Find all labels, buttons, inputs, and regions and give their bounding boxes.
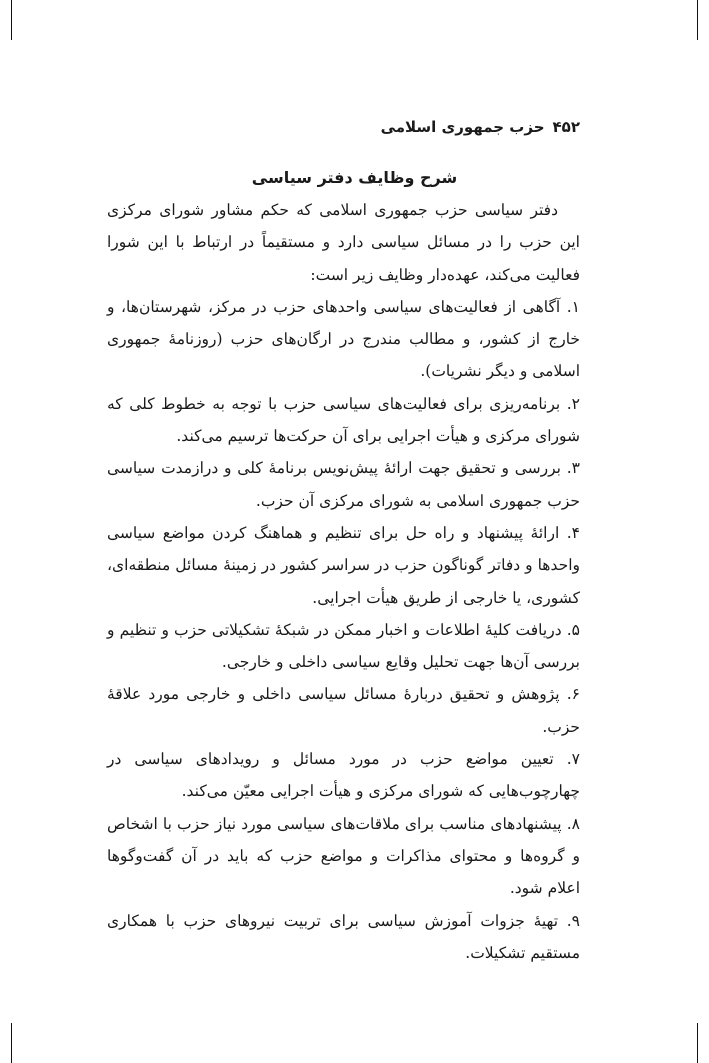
crop-mark-bottom-left-vertical	[11, 1023, 12, 1063]
list-item-3: ۳. بررسی و تحقیق جهت ارائهٔ پیش‌نویس برنامهٔ کلی و درازمدت سیاسی حزب جمهوری اسلامی به شورای مرکزی آن حزب.	[107, 459, 580, 510]
body-text	[107, 194, 580, 969]
list-item-8: ۸. پیشنهادهای مناسب برای ملاقات‌های سیاسی مورد نیاز حزب با اشخاص و گروه‌ها و محتوای مذاکرات و مواضع حزب که باید در آن گفت‌وگوها اعلام شود.	[107, 814, 580, 898]
list-item-4: ۴. ارائهٔ پیشنهاد و راه حل برای تنظیم و هماهنگ کردن مواضع سیاسی واحدها و دفاتر گوناگون حزب در سراسر کشور در زمینهٔ مسائل منطقه‌ای، کشوری، یا خارجی از طریق هیأت اجرایی.	[107, 523, 580, 607]
list-item-9: ۹. تهیهٔ جزوات آموزش سیاسی برای تربیت نیروهای حزب با همکاری مستقیم تشکیلات.	[107, 911, 580, 962]
list-item-1: ۱. آگاهی از فعالیت‌های سیاسی واحدهای حزب در مرکز، شهرستان‌ها، و خارج از کشور، و مطالب مندرج در ارگان‌های حزب (روزنامهٔ جمهوری اسلامی و دیگر نشریات).	[107, 297, 580, 381]
crop-mark-top-right-vertical	[697, 0, 698, 40]
intro-paragraph: دفتر سیاسی حزب جمهوری اسلامی که حکم مشاور شورای مرکزی این حزب را در مسائل سیاسی دارد و مستقیماً در ارتباط با این شورا فعالیت می‌کند، عهده‌دار وظایف زیر است:	[107, 201, 580, 284]
running-title: حزب جمهوری اسلامی	[380, 118, 545, 136]
section-title: شرح وظایف دفتر سیاسی	[251, 168, 458, 187]
crop-mark-top-left-vertical	[11, 0, 12, 40]
list-item-6: ۶. پژوهش و تحقیق دربارهٔ مسائل سیاسی داخلی و خارجی مورد علاقهٔ حزب.	[107, 685, 580, 736]
running-head	[381, 118, 580, 136]
list-item-2: ۲. برنامه‌ریزی برای فعالیت‌های سیاسی حزب با توجه به خطوط کلی که شورای مرکزی و هیأت اجرایی برای آن حرکت‌ها ترسیم می‌کند.	[107, 394, 580, 446]
list-item-5: ۵. دریافت کلیهٔ اطلاعات و اخبار ممکن در شبکهٔ تشکیلاتی حزب و تنظیم و بررسی آن‌ها جهت تحلیل وقایع سیاسی داخلی و خارجی.	[107, 620, 580, 672]
page-number: ۴۵۲	[552, 118, 580, 136]
crop-mark-bottom-right-vertical	[697, 1023, 698, 1063]
list-item-7: ۷. تعیین مواضع حزب در مورد مسائل و رویدادهای سیاسی در چهارچوب‌هایی که شورای مرکزی و هیأت اجرایی معیّن می‌کند.	[107, 750, 580, 801]
